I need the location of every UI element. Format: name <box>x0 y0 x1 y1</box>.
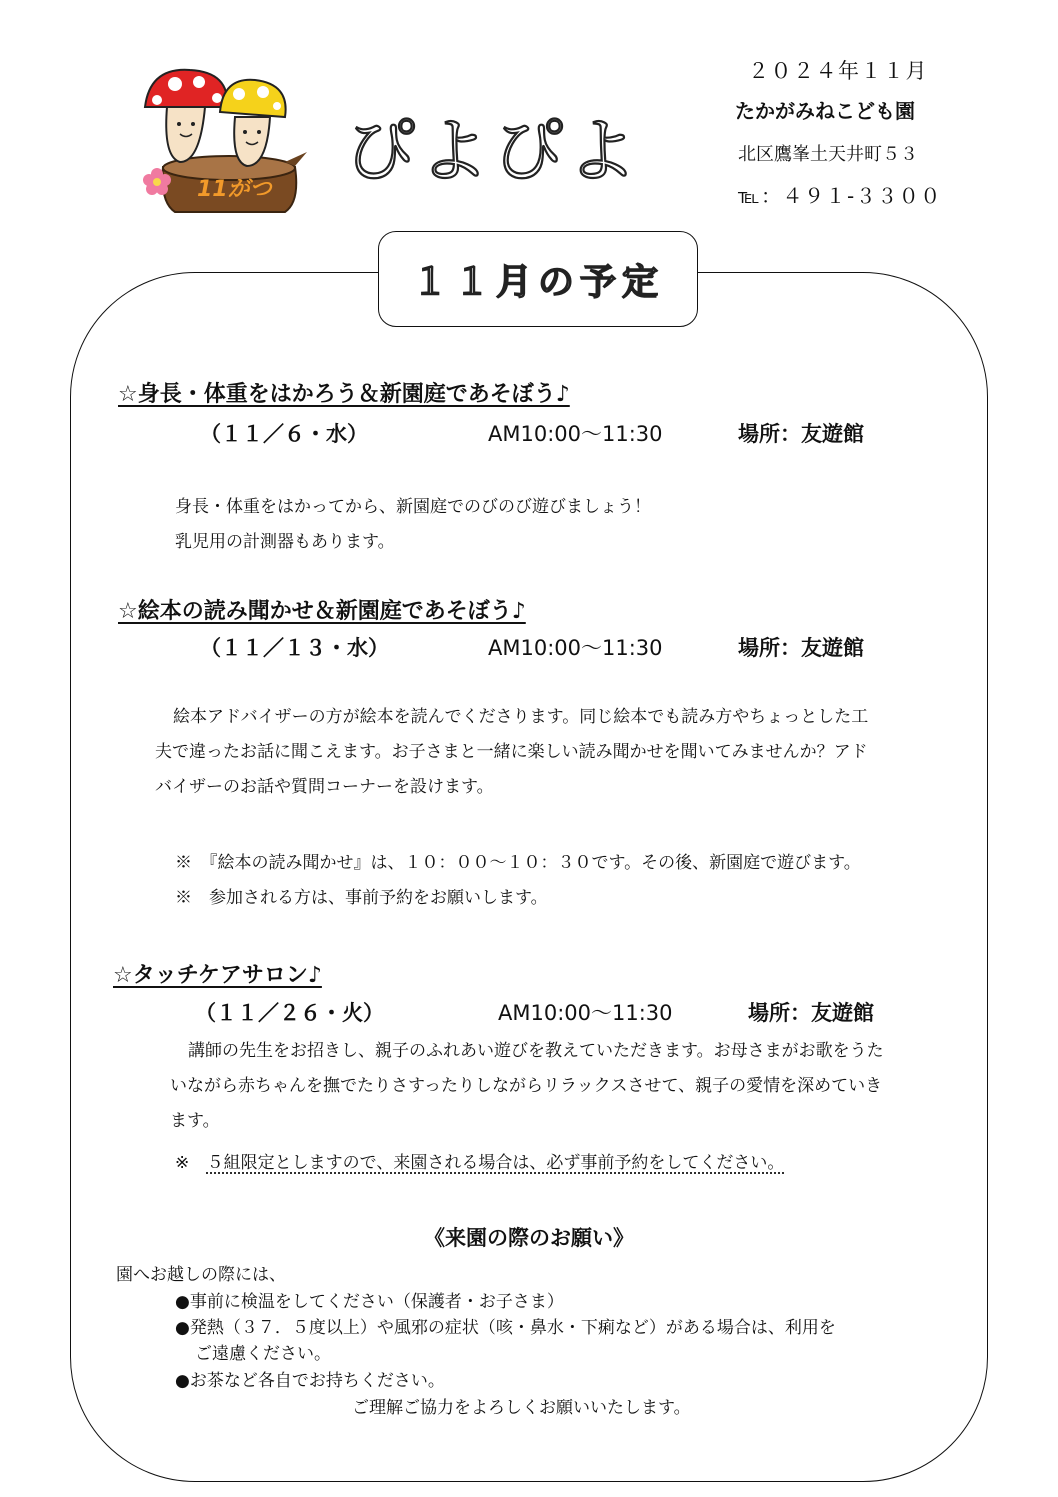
description-line: バイザーのお話や質問コーナーを設けます。 <box>155 777 494 797</box>
event-date: （１１／２６・火） <box>195 1001 384 1025</box>
description-line: 夫で違ったお話に聞こえます。お子さまと一緒に楽しい読み聞かせを聞いてみませんか？アド <box>155 742 868 762</box>
page-title: ぴよぴよ <box>345 110 641 192</box>
request-item: ●事前に検温をしてください（保護者・お子さま） <box>175 1292 564 1312</box>
organization-address: 北区鷹峯土天井町５３ <box>738 144 918 165</box>
event-place: 場所：友遊館 <box>738 422 864 446</box>
organization-tel: ℡：４９１-３３００ <box>738 184 942 208</box>
event-note: ※ 『絵本の読み聞かせ』は、１０：００～１０：３０です。その後、新園庭で遊びます。 <box>175 853 861 873</box>
request-item: ●お茶など各自でお持ちください。 <box>175 1371 445 1391</box>
request-item: ●発熱（３７．５度以上）や風邪の症状（咳・鼻水・下痢など）がある場合は、利用を <box>175 1318 836 1338</box>
issue-date: ２０２４年１１月 <box>748 59 928 83</box>
event-info-row <box>0 632 1058 660</box>
event-time: AM10:00～11:30 <box>498 1001 673 1025</box>
note-text: ５組限定としますので、来園される場合は、必ず事前予約をしてください。 <box>206 1153 785 1173</box>
description-line: 乳児用の計測器もあります。 <box>175 532 395 552</box>
organization-name: たかがみねこども園 <box>735 99 915 123</box>
event-description <box>175 490 651 560</box>
event-place: 場所：友遊館 <box>738 636 864 660</box>
requests-intro: 園へお越しの際には、 <box>116 1265 286 1285</box>
description-line: 身長・体重をはかってから、新園庭でのびのび遊びましょう！ <box>175 497 651 517</box>
requests-title: 《来園の際のお願い》 <box>424 1226 634 1250</box>
description-line: 絵本アドバイザーの方が絵本を読んでくださります。同じ絵本でも読み方やちょっとした工 <box>173 707 869 727</box>
schedule-banner-label: １１月の予定 <box>411 261 664 303</box>
event-title: ☆タッチケアサロン♪ <box>113 963 322 988</box>
description-line: 講師の先生をお招きし、親子のふれあい遊びを教えていただきます。お母さまがお歌をうた <box>188 1041 884 1061</box>
note-mark: ※ <box>175 1153 190 1173</box>
description-line: ます。 <box>170 1111 220 1131</box>
event-description <box>170 1034 990 1139</box>
event-time: AM10:00～11:30 <box>488 636 663 660</box>
schedule-banner <box>378 231 698 327</box>
event-note <box>175 1148 784 1173</box>
event-place: 場所：友遊館 <box>748 1001 874 1025</box>
request-item: ご遠慮ください。 <box>195 1344 331 1364</box>
description-line: いながら赤ちゃんを撫でたりさすったりしながらリラックスさせて、親子の愛情を深めていき <box>170 1076 883 1096</box>
event-date: （１１／６・水） <box>200 422 368 446</box>
mushroom-logo <box>135 62 315 217</box>
event-note: ※ 参加される方は、事前予約をお願いします。 <box>175 888 548 908</box>
event-title: ☆身長・体重をはかろう＆新園庭であそぼう♪ <box>118 382 570 407</box>
logo-month-label: 11がつ <box>197 177 272 202</box>
event-info-row <box>0 997 1058 1025</box>
event-title: ☆絵本の読み聞かせ＆新園庭であそぼう♪ <box>118 599 526 624</box>
event-time: AM10:00～11:30 <box>488 422 663 446</box>
event-date: （１１／１３・水） <box>200 636 389 660</box>
event-info-row <box>0 418 1058 446</box>
requests-closing: ご理解ご協力をよろしくお願いいたします。 <box>352 1398 691 1418</box>
event-description <box>155 700 985 805</box>
